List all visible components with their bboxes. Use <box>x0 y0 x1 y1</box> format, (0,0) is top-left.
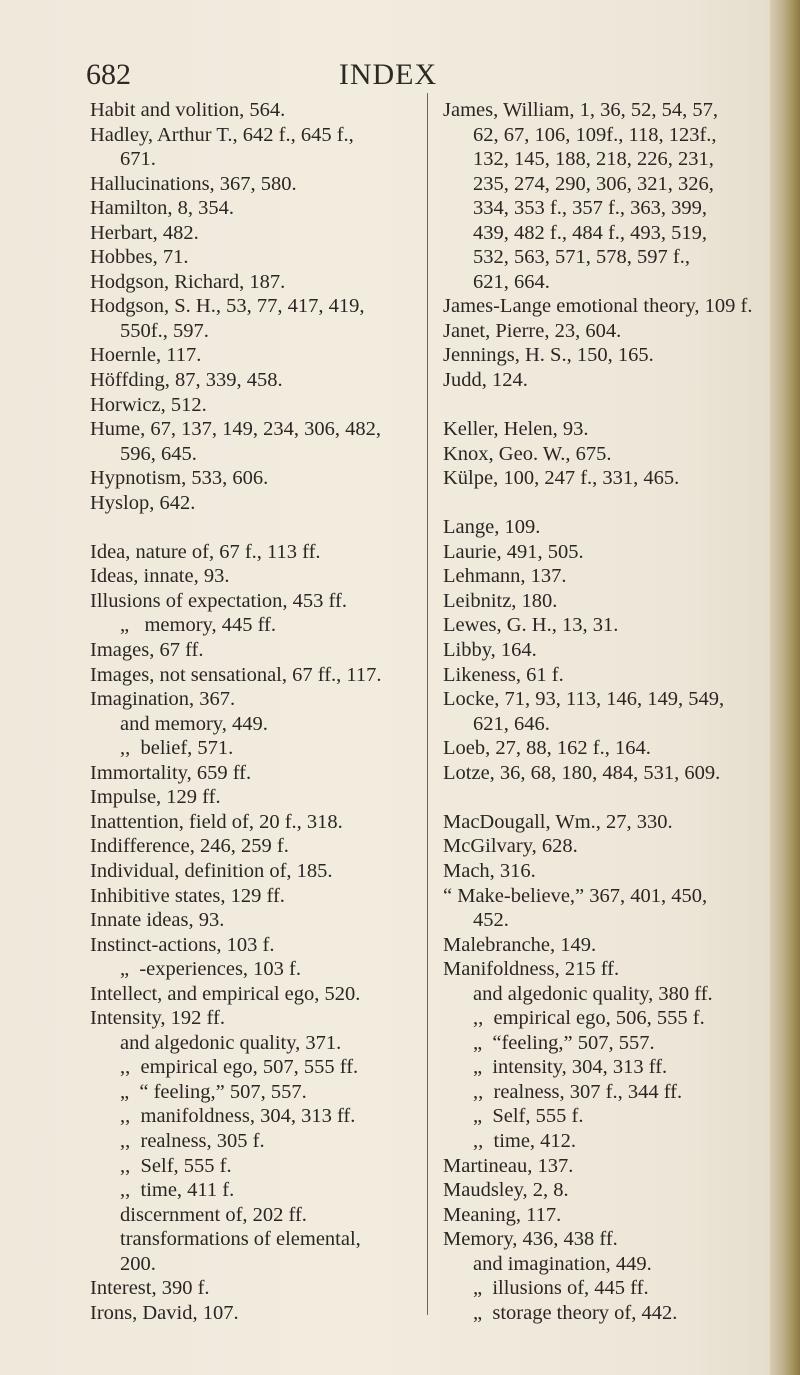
index-entry: Hypnotism, 533, 606. <box>90 467 269 490</box>
index-entry: Libby, 164. <box>443 639 537 662</box>
index-entry: Irons, David, 107. <box>90 1301 239 1324</box>
index-subentry: ,, realness, 307 f., 344 ff. <box>473 1080 683 1103</box>
index-entry: Knox, Geo. W., 675. <box>443 442 612 465</box>
index-subentry: ,, Self, 555 f. <box>120 1154 232 1177</box>
index-subentry: 621, 664. <box>473 270 550 293</box>
index-entry: MacDougall, Wm., 27, 330. <box>443 810 673 833</box>
index-subentry: discernment of, 202 ff. <box>120 1203 307 1226</box>
index-subentry: „ “ feeling,” 507, 557. <box>120 1080 307 1103</box>
index-subentry: and imagination, 449. <box>473 1252 652 1275</box>
index-subentry: and algedonic quality, 371. <box>120 1031 342 1054</box>
page-number: 682 <box>86 58 131 91</box>
index-subentry: 671. <box>120 148 156 171</box>
index-entry: Lange, 109. <box>443 516 541 539</box>
index-entry: Habit and volition, 564. <box>90 99 286 121</box>
index-subentry: and algedonic quality, 380 ff. <box>473 982 713 1005</box>
section-gap <box>443 393 759 418</box>
index-entry: Hodgson, Richard, 187. <box>90 270 286 293</box>
index-subentry: „ Self, 555 f. <box>473 1105 584 1128</box>
column-divider <box>427 93 428 1315</box>
index-subentry: „ “feeling,” 507, 557. <box>473 1031 655 1054</box>
section-gap <box>443 785 759 810</box>
index-entry: Loeb, 27, 88, 162 f., 164. <box>443 737 651 760</box>
index-entry: Hobbes, 71. <box>90 246 189 269</box>
index-subentry: „ -experiences, 103 f. <box>120 958 301 981</box>
index-entry: Laurie, 491, 505. <box>443 540 584 563</box>
running-title: INDEX <box>338 58 438 91</box>
index-entry: Memory, 436, 438 ff. <box>443 1228 618 1251</box>
index-entry: Imagination, 367. <box>90 688 236 711</box>
index-entry: Lewes, G. H., 13, 31. <box>443 614 619 637</box>
index-entry: Innate ideas, 93. <box>90 909 225 932</box>
index-entry: Höffding, 87, 339, 458. <box>90 369 283 392</box>
index-entry: Mach, 316. <box>443 859 536 882</box>
section-gap <box>443 491 759 516</box>
index-entry: Malebranche, 149. <box>443 933 597 956</box>
index-entry: Hume, 67, 137, 149, 234, 306, 482, <box>90 418 381 441</box>
index-entry: McGilvary, 628. <box>443 835 578 858</box>
index-entry: Likeness, 61 f. <box>443 663 564 686</box>
index-entry: Herbart, 482. <box>90 221 199 244</box>
index-entry: Hyslop, 642. <box>90 491 196 514</box>
index-entry: Leibnitz, 180. <box>443 589 558 612</box>
index-entry: Hallucinations, 367, 580. <box>90 172 297 195</box>
index-subentry: ,, realness, 305 f. <box>120 1129 265 1152</box>
page-edge <box>770 0 800 1375</box>
index-entry: Images, 67 ff. <box>90 639 204 662</box>
index-entry: Hodgson, S. H., 53, 77, 417, 419, <box>90 295 365 318</box>
index-entry: Meaning, 117. <box>443 1203 562 1226</box>
index-entry: Horwicz, 512. <box>90 393 207 416</box>
index-entry: Janet, Pierre, 23, 604. <box>443 319 622 342</box>
index-entry: Lotze, 36, 68, 180, 484, 531, 609. <box>443 761 721 784</box>
index-entry: Idea, nature of, 67 f., 113 ff. <box>90 540 321 563</box>
index-subentry: „ illusions of, 445 ff. <box>473 1277 649 1300</box>
index-entry: Keller, Helen, 93. <box>443 418 589 441</box>
index-entry: Individual, definition of, 185. <box>90 859 333 882</box>
index-subentry: ,, belief, 571. <box>120 737 234 760</box>
index-entry: James-Lange emotional theory, 109 f. <box>443 295 753 318</box>
index-subentry: 334, 353 f., 357 f., 363, 399, <box>473 197 708 220</box>
index-entry: Indifference, 246, 259 f. <box>90 835 289 858</box>
index-subentry: ,, time, 412. <box>473 1129 577 1152</box>
index-column-left <box>90 98 406 1325</box>
index-entry: Inattention, field of, 20 f., 318. <box>90 810 343 833</box>
index-subentry: 439, 482 f., 484 f., 493, 519, <box>473 221 708 244</box>
index-entry: Hoernle, 117. <box>90 344 202 367</box>
index-subentry: ,, time, 411 f. <box>120 1179 235 1202</box>
index-entry: Lehmann, 137. <box>443 565 567 588</box>
index-subentry: transformations of elemental, <box>120 1228 361 1251</box>
index-entry: Külpe, 100, 247 f., 331, 465. <box>443 467 680 490</box>
index-entry: James, William, 1, 36, 52, 54, 57, <box>443 99 718 121</box>
index-subentry: 452. <box>473 909 509 932</box>
index-subentry: 62, 67, 106, 109f., 118, 123f., <box>473 123 717 146</box>
index-subentry: 235, 274, 290, 306, 321, 326, <box>473 172 714 195</box>
index-subentry: ,, manifoldness, 304, 313 ff. <box>120 1105 356 1128</box>
index-entry: Illusions of expectation, 453 ff. <box>90 589 347 612</box>
index-entry: Inhibitive states, 129 ff. <box>90 884 285 907</box>
index-subentry: „ memory, 445 ff. <box>120 614 276 637</box>
index-entry: Martineau, 137. <box>443 1154 574 1177</box>
index-subentry: ,, empirical ego, 507, 555 ff. <box>120 1056 359 1079</box>
index-subentry: and memory, 449. <box>120 712 268 735</box>
index-entry: Instinct-actions, 103 f. <box>90 933 275 956</box>
index-entry: Images, not sensational, 67 ff., 117. <box>90 663 382 686</box>
index-subentry: 550f., 597. <box>120 319 209 342</box>
index-entry: “ Make-believe,” 367, 401, 450, <box>443 884 708 907</box>
index-entry: Ideas, innate, 93. <box>90 565 230 588</box>
index-subentry: 532, 563, 571, 578, 597 f., <box>473 246 690 269</box>
index-entry: Jennings, H. S., 150, 165. <box>443 344 654 367</box>
page-header <box>0 58 776 98</box>
index-entry: Manifoldness, 215 ff. <box>443 958 620 981</box>
index-subentry: 596, 645. <box>120 442 197 465</box>
index-entry: Hadley, Arthur T., 642 f., 645 f., <box>90 123 354 146</box>
index-entry: Intellect, and empirical ego, 520. <box>90 982 361 1005</box>
index-entry: Intensity, 192 ff. <box>90 1007 225 1030</box>
index-subentry: „ intensity, 304, 313 ff. <box>473 1056 668 1079</box>
index-subentry: 132, 145, 188, 218, 226, 231, <box>473 148 714 171</box>
index-entry: Interest, 390 f. <box>90 1277 210 1300</box>
index-entry: Immortality, 659 ff. <box>90 761 252 784</box>
index-entry: Judd, 124. <box>443 369 528 392</box>
index-subentry: 621, 646. <box>473 712 550 735</box>
index-entry: Hamilton, 8, 354. <box>90 197 235 220</box>
index-subentry: „ storage theory of, 442. <box>473 1301 678 1324</box>
index-entry: Locke, 71, 93, 113, 146, 149, 549, <box>443 688 725 711</box>
index-column-right <box>443 98 759 1325</box>
index-subentry: 200. <box>120 1252 156 1275</box>
index-entry: Impulse, 129 ff. <box>90 786 221 809</box>
index-subentry: ,, empirical ego, 506, 555 f. <box>473 1007 705 1030</box>
section-gap <box>90 515 406 540</box>
index-entry: Maudsley, 2, 8. <box>443 1179 569 1202</box>
